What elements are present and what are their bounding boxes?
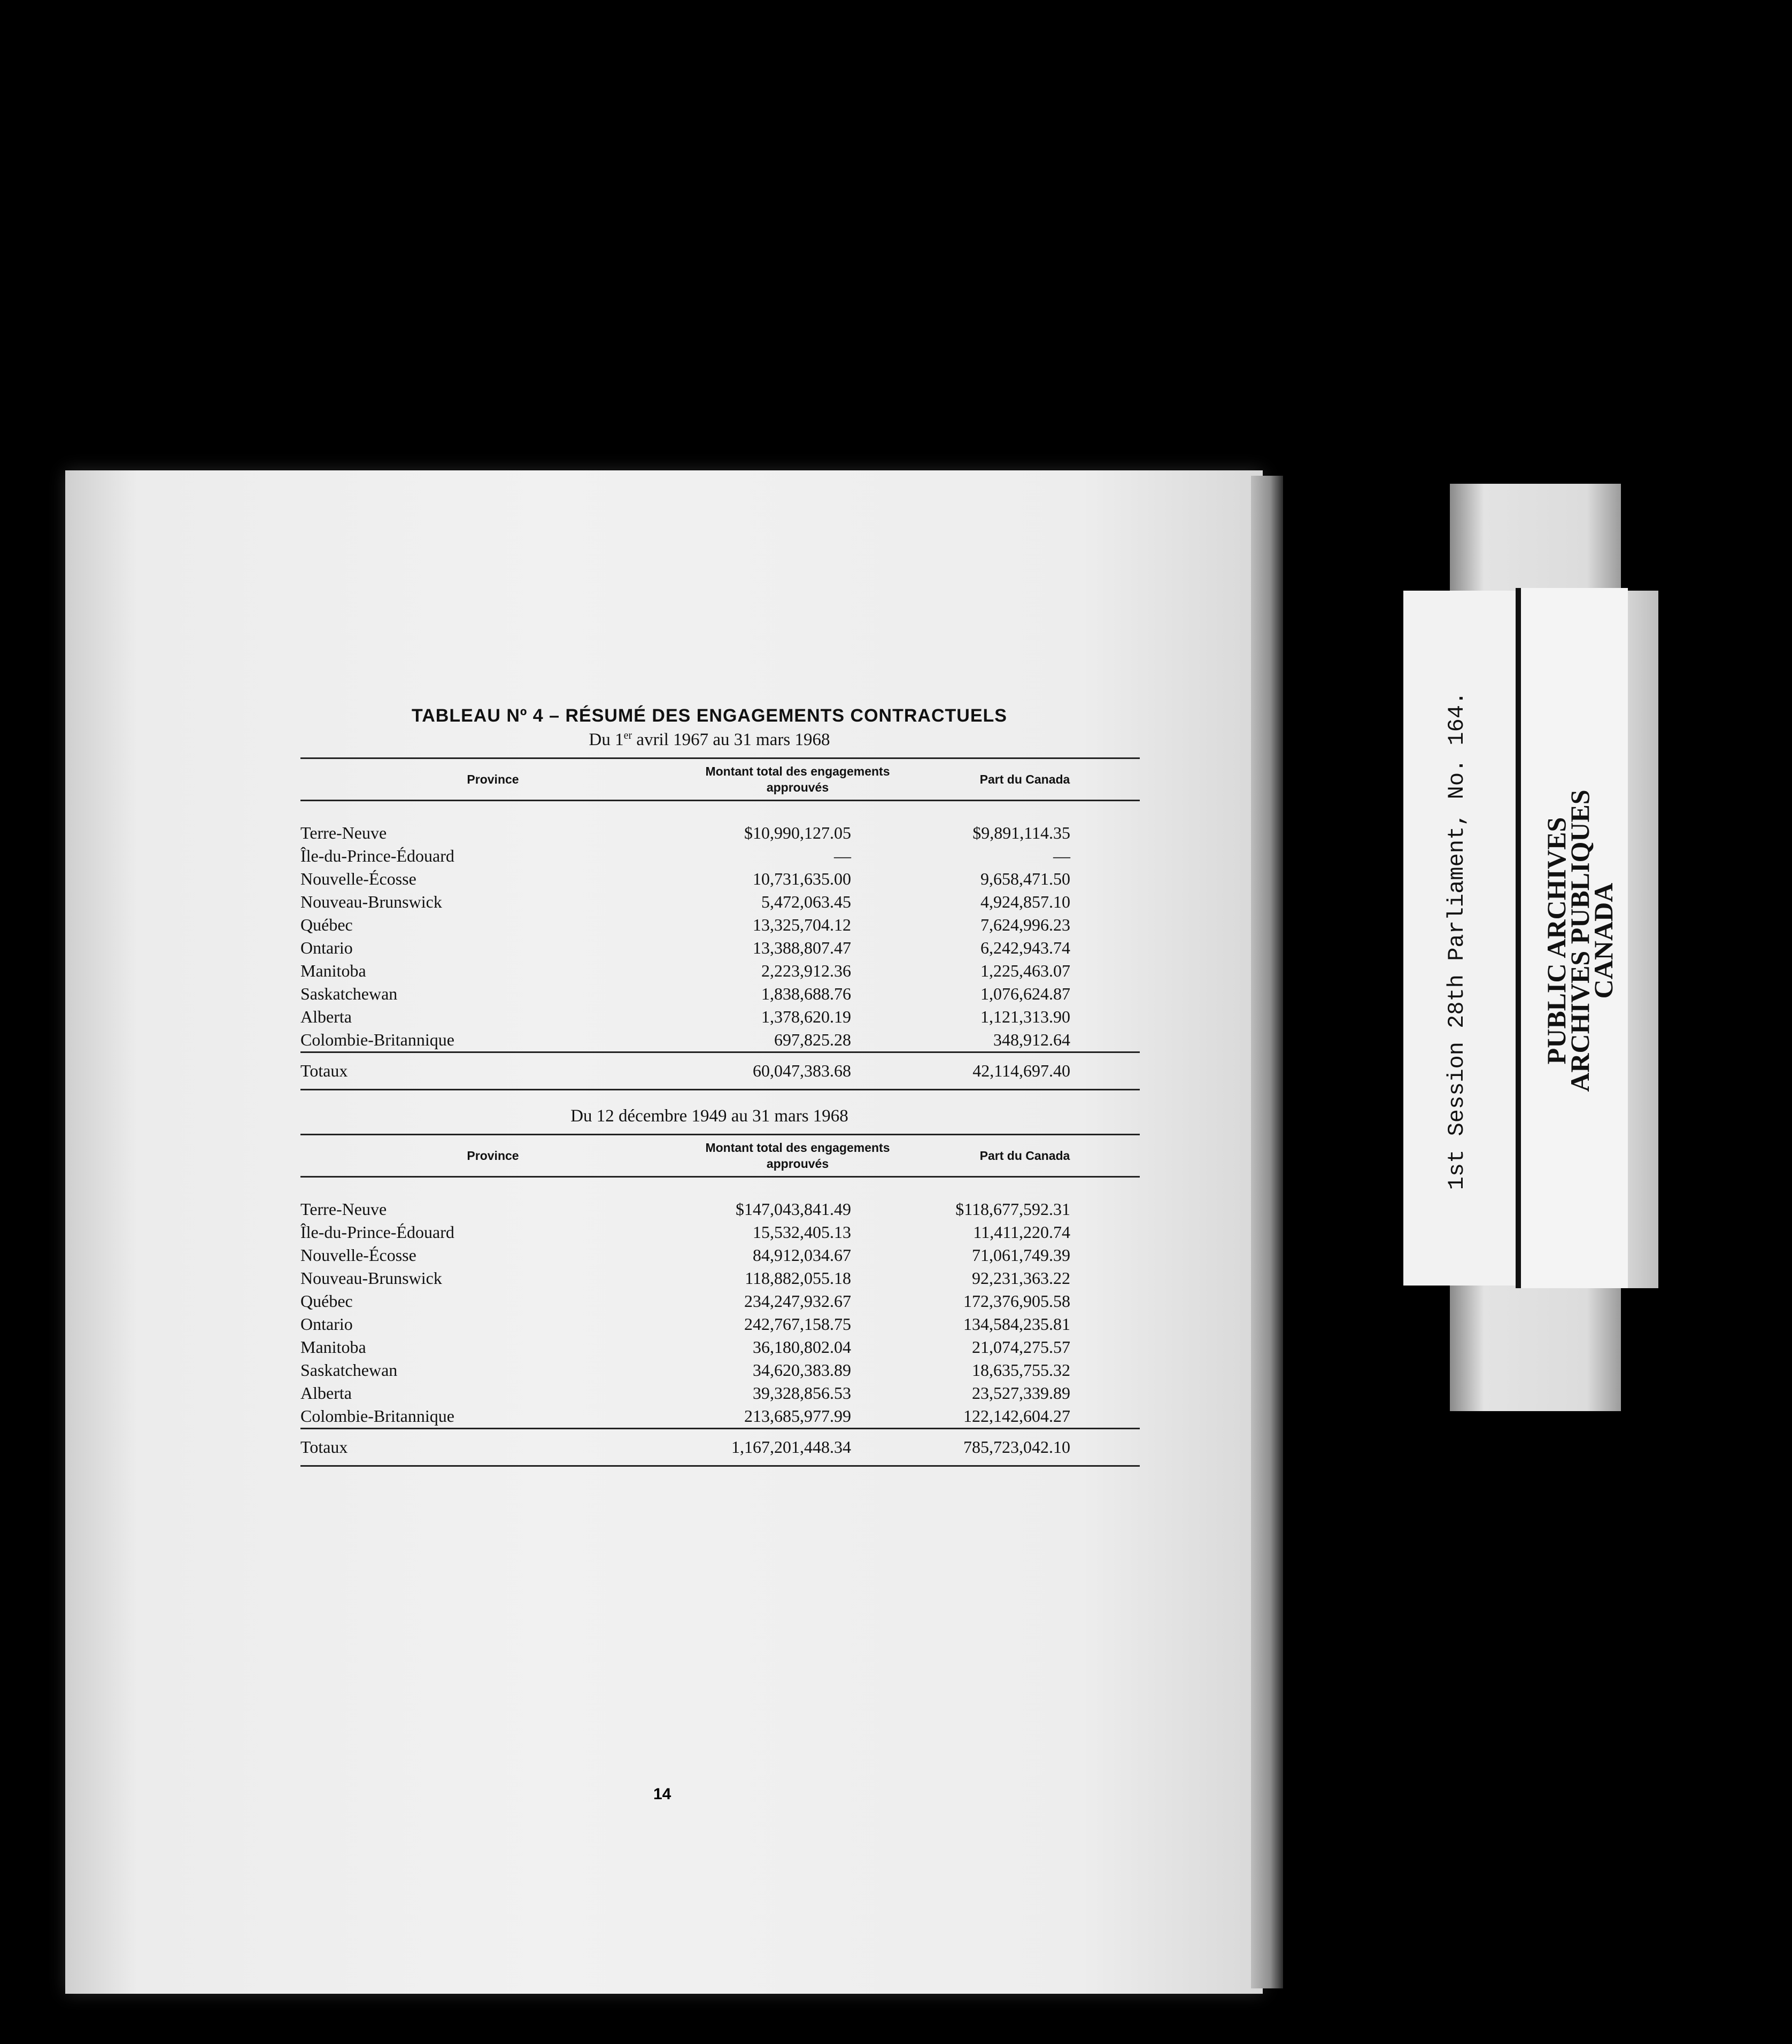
province-cell: Île-du-Prince-Édouard	[300, 846, 454, 865]
province-cell: Manitoba	[300, 961, 366, 980]
table-header-row	[300, 758, 1140, 801]
page-number: 14	[653, 1785, 671, 1803]
province-cell: Saskatchewan	[300, 984, 398, 1003]
table-1949-1968	[300, 1134, 1140, 1467]
document-page	[65, 470, 1263, 1994]
part-cell: 348,912.64	[993, 1030, 1070, 1049]
part-cell: $118,677,592.31	[955, 1199, 1070, 1219]
part-cell: 7,624,996.23	[980, 915, 1070, 934]
montant-cell: 2,223,912.36	[761, 961, 851, 980]
montant-cell: 84,912,034.67	[753, 1245, 851, 1265]
montant-cell: —	[834, 846, 851, 865]
province-cell: Colombie-Britannique	[300, 1030, 454, 1049]
col-province: Province	[467, 772, 519, 786]
montant-cell: 5,472,063.45	[761, 892, 851, 911]
table-row	[300, 1028, 1140, 1052]
table-row	[300, 1221, 1140, 1244]
table-row	[300, 959, 1140, 982]
montant-cell: 118,882,055.18	[745, 1268, 851, 1288]
part-cell: $9,891,114.35	[972, 823, 1070, 842]
totals-part: 42,114,697.40	[972, 1061, 1070, 1080]
province-cell: Saskatchewan	[300, 1360, 398, 1380]
province-cell: Nouveau-Brunswick	[300, 1268, 442, 1288]
part-cell: 21,074,275.57	[972, 1337, 1070, 1357]
province-cell: Nouvelle-Écosse	[300, 869, 416, 888]
province-cell: Québec	[300, 1291, 353, 1311]
montant-cell: $147,043,841.49	[736, 1199, 851, 1219]
part-cell: 172,376,905.58	[963, 1291, 1070, 1311]
totals-row	[300, 1052, 1140, 1090]
province-cell: Alberta	[300, 1383, 352, 1403]
table-header-row	[300, 1135, 1140, 1177]
table-row	[300, 982, 1140, 1005]
montant-cell: 697,825.28	[774, 1030, 851, 1049]
table-body-1	[300, 801, 1140, 1090]
document-body	[236, 706, 1145, 1467]
table-row	[300, 1177, 1140, 1221]
table-row	[300, 1244, 1140, 1267]
part-cell: 4,924,857.10	[980, 892, 1070, 911]
montant-cell: $10,990,127.05	[744, 823, 851, 842]
province-cell: Terre-Neuve	[300, 1199, 387, 1219]
table-row	[300, 1336, 1140, 1359]
part-cell: 23,527,339.89	[972, 1383, 1070, 1403]
province-cell: Île-du-Prince-Édouard	[300, 1222, 454, 1242]
part-cell: 1,225,463.07	[980, 961, 1070, 980]
period-superscript: er	[623, 730, 632, 741]
part-cell: —	[1053, 846, 1070, 865]
totals-label: Totaux	[300, 1437, 348, 1457]
part-cell: 1,121,313.90	[980, 1007, 1070, 1026]
table-row	[300, 1382, 1140, 1405]
montant-cell: 234,247,932.67	[744, 1291, 851, 1311]
table-row	[300, 1005, 1140, 1028]
table-row	[300, 845, 1140, 868]
table-row	[300, 936, 1140, 959]
part-cell: 122,142,604.27	[963, 1406, 1070, 1426]
totals-label: Totaux	[300, 1061, 348, 1080]
stamp-line-1: PUBLIC ARCHIVES	[1541, 817, 1571, 1065]
province-cell: Manitoba	[300, 1337, 366, 1357]
montant-cell: 1,838,688.76	[761, 984, 851, 1003]
montant-cell: 13,325,704.12	[753, 915, 851, 934]
montant-cell: 34,620,383.89	[753, 1360, 851, 1380]
part-cell: 71,061,749.39	[972, 1245, 1070, 1265]
col-part: Part du Canada	[979, 1149, 1070, 1163]
col-part: Part du Canada	[979, 772, 1070, 786]
table-row	[300, 913, 1140, 936]
period-suffix: avril 1967 au 31 mars 1968	[632, 730, 830, 749]
part-cell: 6,242,943.74	[980, 938, 1070, 957]
montant-cell: 10,731,635.00	[753, 869, 851, 888]
period-prefix: Du 1	[589, 730, 624, 749]
table-row	[300, 1359, 1140, 1382]
table-row	[300, 891, 1140, 913]
table-row	[300, 868, 1140, 891]
part-cell: 1,076,624.87	[980, 984, 1070, 1003]
part-cell: 9,658,471.50	[980, 869, 1070, 888]
province-cell: Colombie-Britannique	[300, 1406, 454, 1426]
montant-cell: 15,532,405.13	[753, 1222, 851, 1242]
montant-cell: 39,328,856.53	[753, 1383, 851, 1403]
montant-cell: 242,767,158.75	[744, 1314, 851, 1334]
montant-cell: 36,180,802.04	[753, 1337, 851, 1357]
montant-cell: 1,378,620.19	[761, 1007, 851, 1026]
stamp-line-2: ARCHIVES PUBLIQUES	[1565, 789, 1595, 1092]
part-cell: 11,411,220.74	[973, 1222, 1070, 1242]
totals-montant: 60,047,383.68	[753, 1061, 851, 1080]
session-reference: 1st Session 28th Parliament, No. 164.	[1444, 691, 1470, 1190]
province-cell: Terre-Neuve	[300, 823, 387, 842]
period-1967-1968	[274, 730, 1145, 750]
table-title: TABLEAU Nº 4 – RÉSUMÉ DES ENGAGEMENTS CONTRACTUELS	[412, 706, 1007, 726]
col-montant: Montant total des engagements approuvés	[705, 1141, 890, 1171]
public-archives-stamp	[1541, 789, 1618, 1092]
part-cell: 134,584,235.81	[963, 1314, 1070, 1334]
part-cell: 18,635,755.32	[972, 1360, 1070, 1380]
province-cell: Alberta	[300, 1007, 352, 1026]
table-row	[300, 1405, 1140, 1429]
totals-montant: 1,167,201,448.34	[731, 1437, 851, 1457]
part-cell: 92,231,363.22	[972, 1268, 1070, 1288]
montant-cell: 213,685,977.99	[744, 1406, 851, 1426]
table-1967-1968	[300, 757, 1140, 1090]
table-row	[300, 1267, 1140, 1290]
col-province: Province	[467, 1149, 519, 1163]
totals-part: 785,723,042.10	[963, 1437, 1070, 1457]
table-row	[300, 801, 1140, 845]
province-cell: Ontario	[300, 1314, 353, 1334]
period-1949-1968: Du 12 décembre 1949 au 31 mars 1968	[570, 1106, 848, 1126]
table-body-2	[300, 1177, 1140, 1466]
montant-cell: 13,388,807.47	[753, 938, 851, 957]
province-cell: Nouveau-Brunswick	[300, 892, 442, 911]
table-row	[300, 1313, 1140, 1336]
table-row	[300, 1290, 1140, 1313]
province-cell: Québec	[300, 915, 353, 934]
province-cell: Nouvelle-Écosse	[300, 1245, 416, 1265]
stamp-line-3: CANADA	[1588, 882, 1618, 999]
page-edge	[1251, 476, 1283, 1988]
col-montant: Montant total des engagements approuvés	[705, 764, 890, 794]
totals-row	[300, 1429, 1140, 1466]
province-cell: Ontario	[300, 938, 353, 957]
